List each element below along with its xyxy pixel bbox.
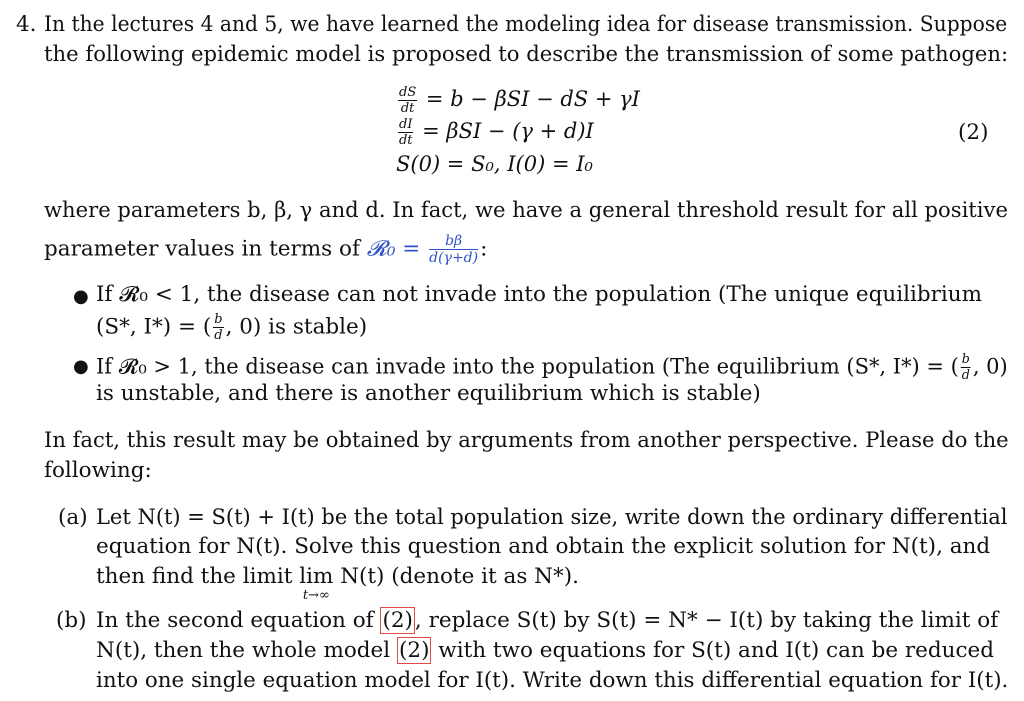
frac-den: d bbox=[214, 328, 223, 343]
r0-symbol: 𝓡₀ = bbox=[366, 236, 421, 262]
part-a-pre: then find the limit bbox=[96, 564, 293, 589]
part-b-post: , replace S(t) by S(t) = N* − I(t) by taking the limit of bbox=[414, 608, 999, 633]
perspective-line-2: following: bbox=[44, 458, 152, 483]
part-b-line-3: into one single equation model for I(t). Write down this differential equation for I(t). bbox=[96, 668, 1009, 693]
di-numerator: dI bbox=[399, 117, 413, 132]
part-b-line-1 bbox=[96, 610, 998, 632]
model-equation-2 bbox=[396, 118, 594, 147]
part-b-line-2 bbox=[96, 640, 994, 662]
eq1-rhs: = b − βSI − dS + γI bbox=[425, 87, 640, 111]
r0-denominator: d(γ+d) bbox=[429, 250, 479, 266]
lim-text: lim bbox=[299, 564, 334, 589]
bullet-1-line-2 bbox=[96, 313, 367, 342]
b-over-d-fraction bbox=[961, 353, 971, 382]
model-equation-1 bbox=[396, 86, 640, 115]
bullet-1-pre: (S*, I*) = ( bbox=[96, 314, 212, 340]
params-text: parameter values in terms of bbox=[44, 236, 360, 262]
bullet-marker: ● bbox=[73, 286, 89, 307]
frac-num: b bbox=[214, 312, 223, 327]
part-a-line-1: Let N(t) = S(t) + I(t) be the total population size, write down the ordinary differential bbox=[96, 505, 1008, 530]
perspective-line-1: In fact, this result may be obtained by arguments from another perspective. Please do the bbox=[44, 428, 1009, 453]
di-dt-fraction bbox=[398, 118, 413, 147]
part-a-line-2: equation for N(t). Solve this question and obtain the explicit solution for N(t), and bbox=[96, 534, 991, 559]
part-b2-pre: N(t), then the whole model bbox=[96, 638, 397, 663]
initial-conditions: S(0) = S₀, I(0) = I₀ bbox=[396, 152, 593, 176]
frac-den: d bbox=[961, 368, 970, 383]
eq2-rhs: = βSI − (γ + d)I bbox=[422, 119, 594, 143]
b-over-d-fraction bbox=[213, 313, 223, 342]
equation-reference-link[interactable]: (2) bbox=[382, 608, 413, 633]
part-b-label: (b) bbox=[56, 608, 87, 633]
r0-fraction bbox=[429, 234, 478, 265]
part-a-line-3 bbox=[96, 566, 579, 602]
ds-denominator: dt bbox=[400, 101, 415, 116]
part-b2-post: with two equations for S(t) and I(t) can be reduced bbox=[431, 638, 995, 663]
intro-line-2: the following epidemic model is proposed to describe the transmission of some pathogen: bbox=[44, 42, 1009, 67]
part-a-post: N(t) (denote it as N*). bbox=[340, 564, 579, 589]
di-denominator: dt bbox=[398, 133, 413, 148]
equation-label: (2) bbox=[958, 120, 989, 145]
limit-operator bbox=[299, 566, 333, 602]
bullet-1-line-1: If 𝓡₀ < 1, the disease can not invade into the population (The unique equilibrium bbox=[96, 282, 983, 307]
frac-num: b bbox=[961, 352, 970, 367]
params-line-1: where parameters b, β, γ and d. In fact, we have a general threshold result for all positive bbox=[44, 198, 1008, 223]
bullet-marker: ● bbox=[73, 356, 89, 377]
lim-subscript: t→∞ bbox=[302, 587, 330, 603]
part-a-label: (a) bbox=[58, 505, 88, 530]
bullet-2-post: , 0) bbox=[972, 354, 1008, 380]
params-line-2 bbox=[44, 234, 487, 265]
problem-number: 4. bbox=[16, 12, 37, 37]
bullet-1-post: , 0) is stable) bbox=[225, 314, 368, 340]
equation-reference-link[interactable]: (2) bbox=[399, 638, 430, 663]
intro-line-1: In the lectures 4 and 5, we have learned the modeling idea for disease transmission. Suppose bbox=[44, 12, 1008, 37]
bullet-2-line-1 bbox=[96, 353, 1008, 382]
ds-dt-fraction bbox=[398, 86, 417, 115]
part-b-pre: In the second equation of bbox=[96, 608, 381, 633]
params-colon: : bbox=[480, 236, 488, 262]
bullet-2-line-2: is unstable, and there is another equilibrium which is stable) bbox=[96, 381, 761, 406]
bullet-2-pre: If 𝓡₀ > 1, the disease can invade into the population (The equilibrium (S*, I*) = ( bbox=[96, 354, 959, 380]
r0-numerator: bβ bbox=[429, 234, 478, 250]
ds-numerator: dS bbox=[399, 85, 417, 100]
